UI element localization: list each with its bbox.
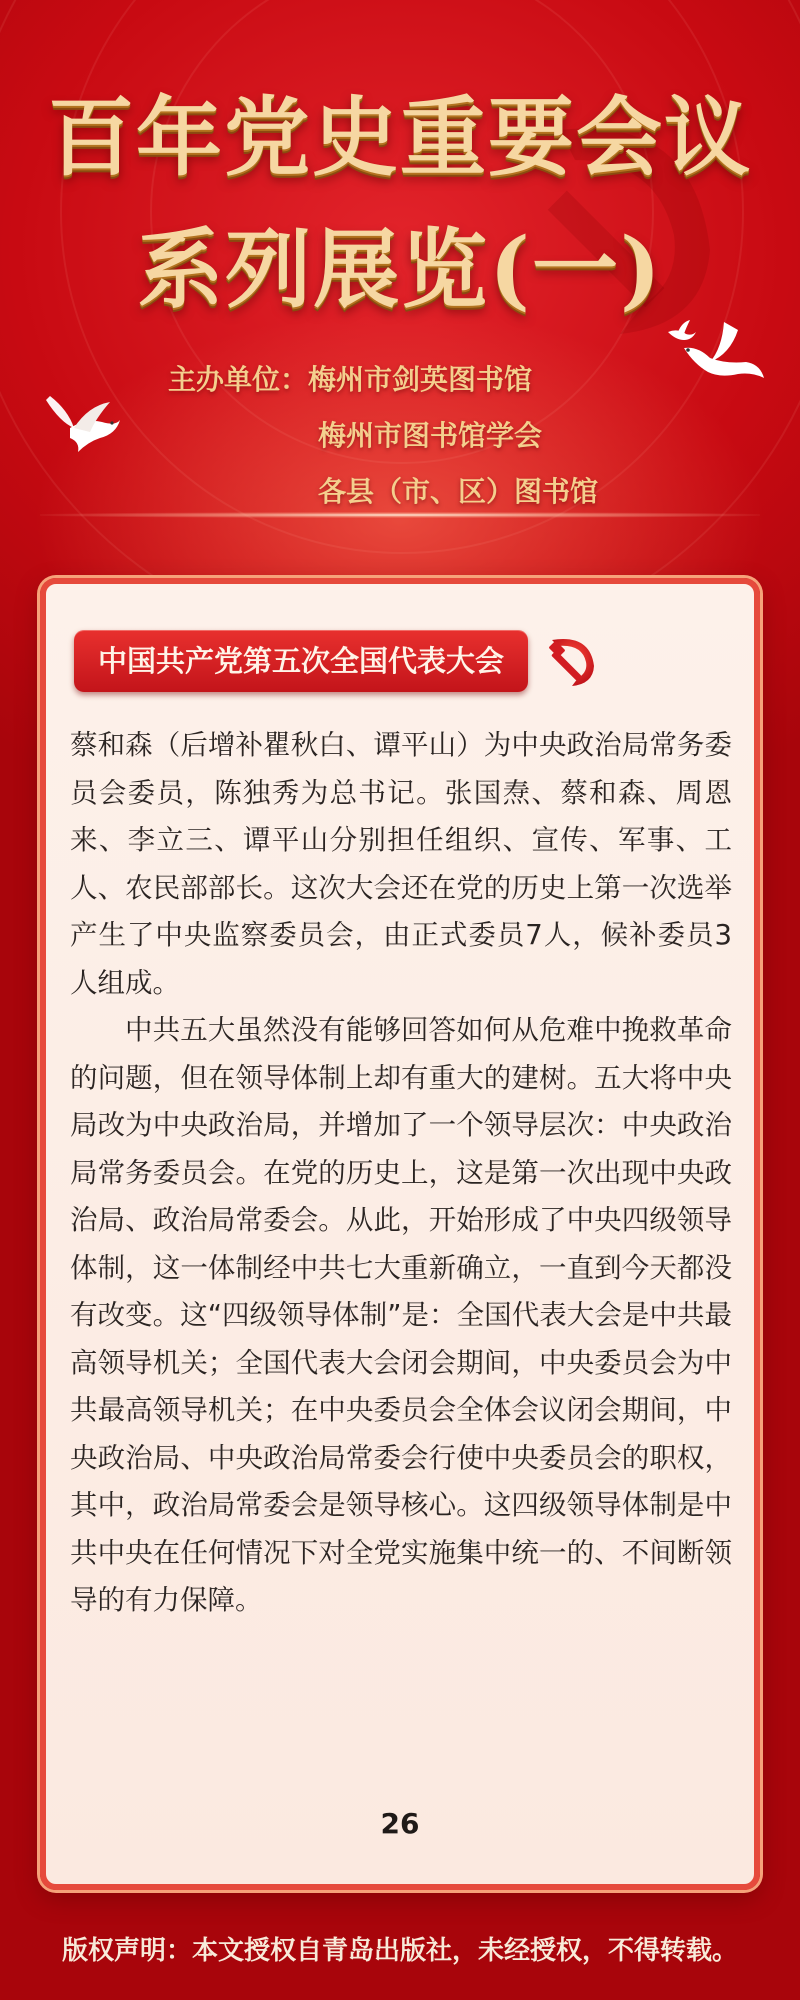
title-line-2: 系列展览(一)	[137, 219, 663, 320]
page-number: 26	[380, 1807, 420, 1840]
article-body	[70, 722, 732, 1625]
organizer-2: 梅州市图书馆学会	[318, 419, 543, 452]
organizer-3: 各县（市、区）图书馆	[318, 475, 599, 508]
article-paragraph-2: 中共五大虽然没有能够回答如何从危难中挽救革命的问题，但在领导体制上却有重大的建树。五大将中央局改为中央政治局，并增加了一个领导层次：中央政治局常务委员会。在党的历史上，这是第一次出现中央政治局、政治局常委会。从此，开始形成了中央四级领导体制，这一体制经中共七大重新确立，一直到今天都没有改变。这“四级领导体制”是：全国代表大会是中共最高领导机关；全国代表大会闭会期间，中央委员会为中共最高领导机关；在中央委员会全体会议闭会期间，中央政治局、中央政治局常委会行使中央委员会的职权，其中，政治局常委会是领导核心。这四级领导体制是中共中央在任何情况下对全党实施集中统一的、不间断领导的有力保障。	[70, 1014, 732, 1616]
content-card	[40, 578, 760, 1890]
article-paragraph-1: 蔡和森（后增补瞿秋白、谭平山）为中央政治局常务委员会委员，陈独秀为总书记。张国焘、蔡和森、周恩来、李立三、谭平山分别担任组织、宣传、军事、工人、农民部部长。这次大会还在党的历史上第一次选举产生了中央监察委员会，由正式委员7人，候补委员3人组成。	[70, 729, 732, 999]
organizer-label: 主办单位：	[168, 363, 309, 396]
dove-icon	[664, 318, 698, 346]
organizers	[168, 352, 598, 520]
copyright-notice: 版权声明：本文授权自青岛出版社，未经授权，不得转载。	[61, 1936, 738, 1966]
organizer-row-1	[168, 352, 598, 408]
poster-title	[0, 72, 800, 336]
dove-icon	[40, 392, 124, 458]
title-line-1: 百年党史重要会议	[48, 87, 752, 188]
organizer-1: 梅州市剑英图书馆	[308, 363, 533, 396]
header-glow-divider	[40, 512, 760, 518]
section-heading: 中国共产党第五次全国代表大会	[74, 630, 528, 692]
hammer-sickle-icon	[538, 626, 604, 692]
